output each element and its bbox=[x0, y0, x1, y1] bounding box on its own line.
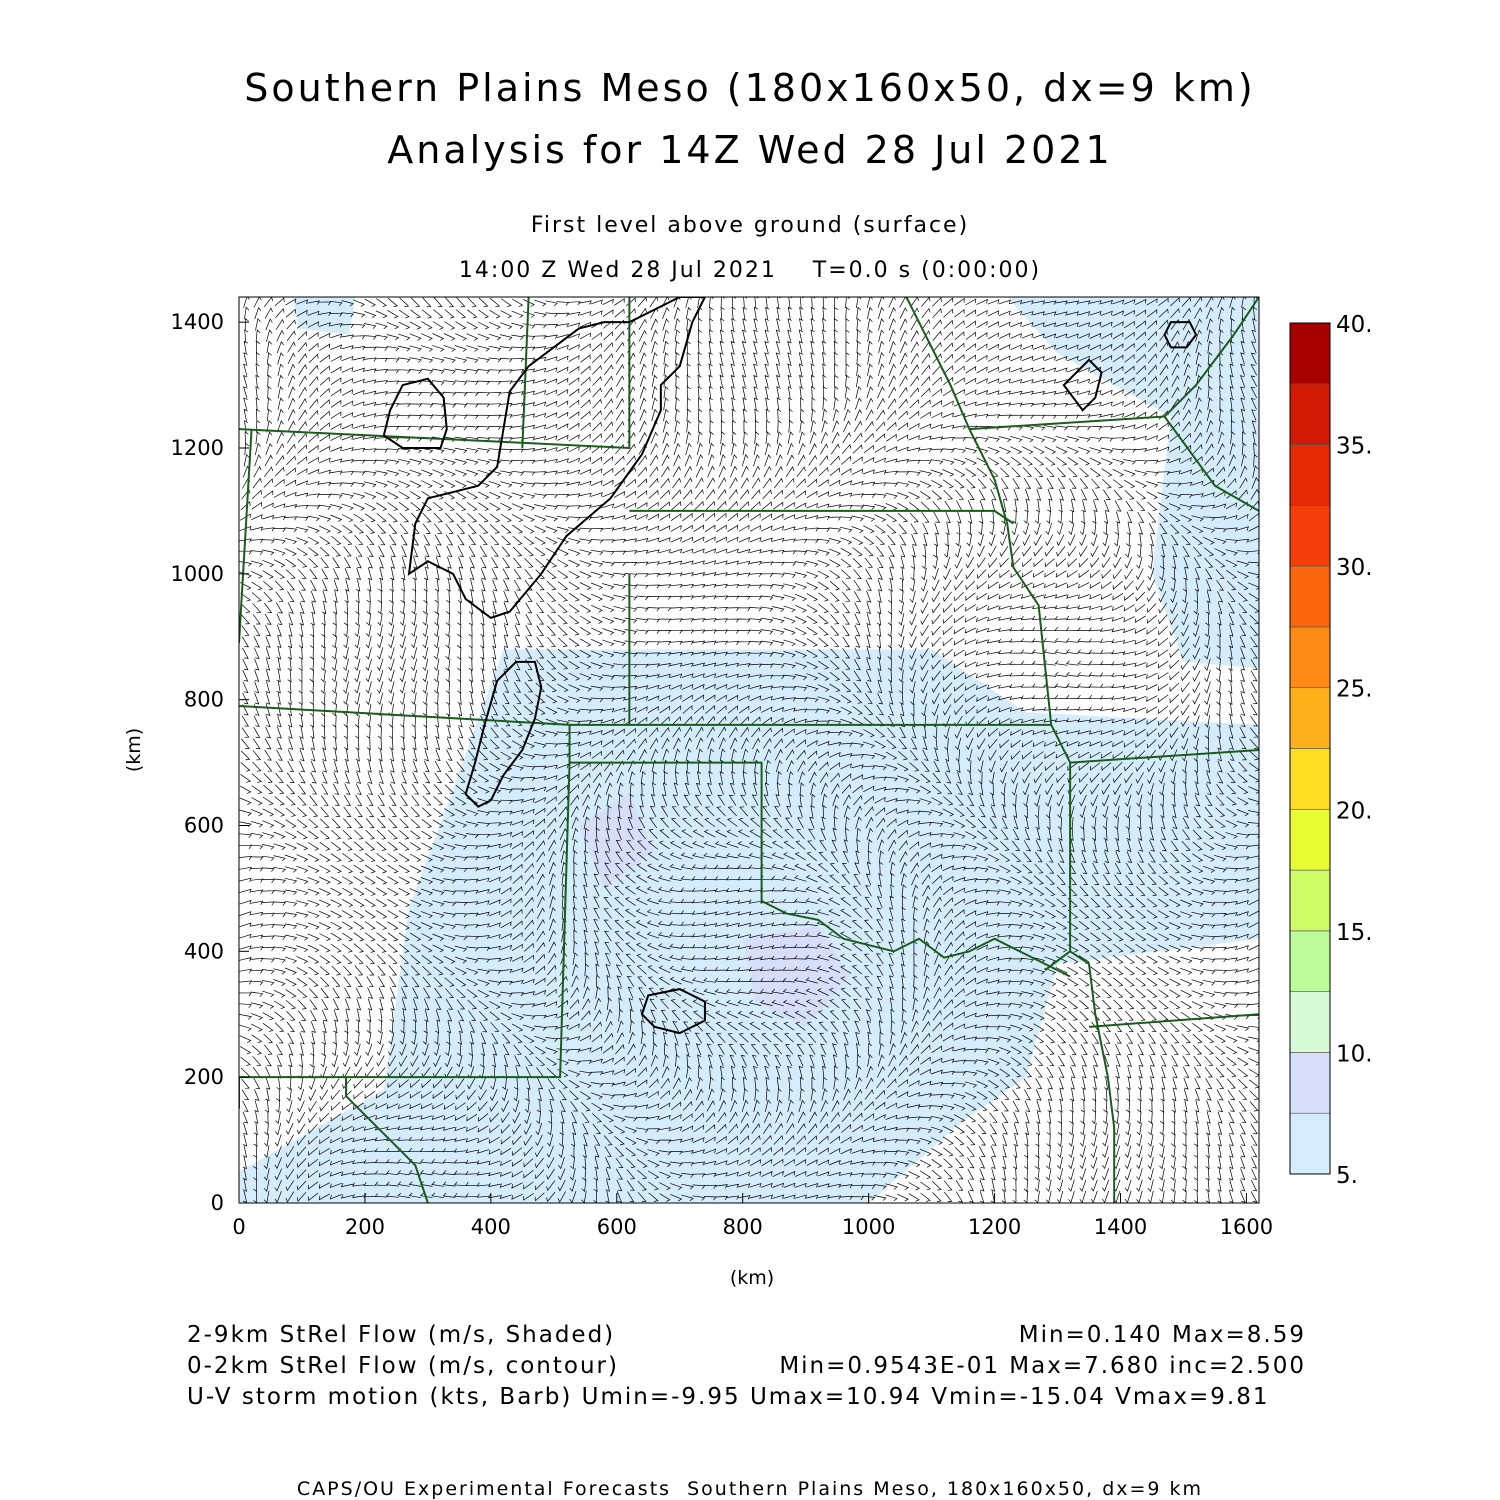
colorbar-tick-label: 35. bbox=[1336, 433, 1373, 460]
colorbar-swatch bbox=[1290, 566, 1330, 627]
colorbar-tick-label: 25. bbox=[1336, 676, 1373, 703]
colorbar-tick-label: 15. bbox=[1336, 919, 1373, 946]
chart-title-line-2: Analysis for 14Z Wed 28 Jul 2021 bbox=[387, 128, 1113, 172]
colorbar-swatch bbox=[1290, 445, 1330, 506]
colorbar-swatch bbox=[1290, 384, 1330, 445]
legend-barb-line: U-V storm motion (kts, Barb) Umin=-9.95 Umax=10.94 Vmin=-15.04 Vmax=9.81 bbox=[187, 1384, 1270, 1410]
colorbar-tick-label: 5. bbox=[1336, 1163, 1358, 1189]
colorbar-tick-label: 40. bbox=[1336, 312, 1373, 338]
y-tick-label: 800 bbox=[183, 687, 224, 712]
legend-contour-stats: Min=0.9543E-01 Max=7.680 inc=2.500 bbox=[779, 1353, 1306, 1379]
x-axis-label: (km) bbox=[729, 1267, 775, 1289]
y-tick-label: 1400 bbox=[170, 310, 224, 335]
colorbar-swatch bbox=[1290, 749, 1330, 810]
y-tick-label: 0 bbox=[210, 1191, 224, 1215]
contour-0 bbox=[409, 297, 705, 618]
y-tick-label: 1200 bbox=[170, 436, 224, 460]
x-tick-label: 1000 bbox=[841, 1215, 896, 1239]
y-tick-label: 200 bbox=[183, 1065, 224, 1090]
chart-title-line-1: Southern Plains Meso (180x160x50, dx=9 km) bbox=[244, 66, 1256, 110]
chart-subtitle-level: First level above ground (surface) bbox=[530, 213, 970, 238]
y-axis-label: (km) bbox=[123, 727, 145, 773]
x-tick-label: 1400 bbox=[1093, 1215, 1148, 1239]
legend-shaded-label: 2-9km StRel Flow (m/s, Shaded) bbox=[187, 1322, 616, 1348]
x-tick-label: 600 bbox=[596, 1215, 637, 1239]
x-tick-label: 1600 bbox=[1219, 1215, 1274, 1239]
state-boundary-11 bbox=[1089, 1014, 1259, 1027]
colorbar-swatch bbox=[1290, 323, 1330, 384]
colorbar-swatch bbox=[1290, 627, 1330, 688]
colorbar-tick-label: 10. bbox=[1336, 1041, 1373, 1068]
colorbar-swatch bbox=[1290, 1052, 1330, 1113]
y-tick-label: 1000 bbox=[170, 561, 224, 586]
colorbar-swatch bbox=[1290, 1113, 1330, 1174]
shaded-region-2 bbox=[293, 297, 356, 335]
state-boundary-10 bbox=[1070, 951, 1114, 1203]
chart-subtitle-time: 14:00 Z Wed 28 Jul 2021 T=0.0 s (0:00:00) bbox=[458, 258, 1042, 283]
legend-shaded-stats: Min=0.140 Max=8.59 bbox=[1018, 1322, 1306, 1348]
contour-5 bbox=[1064, 360, 1102, 410]
x-tick-label: 800 bbox=[722, 1215, 763, 1239]
x-tick-label: 400 bbox=[470, 1215, 511, 1239]
colorbar-swatch bbox=[1290, 870, 1330, 931]
colorbar-tick-label: 20. bbox=[1336, 798, 1373, 825]
colorbar-swatch bbox=[1290, 688, 1330, 749]
x-tick-label: 1200 bbox=[967, 1215, 1022, 1239]
colorbar-swatch bbox=[1290, 809, 1330, 870]
legend-contour-label: 0-2km StRel Flow (m/s, contour) bbox=[187, 1353, 619, 1379]
footer-credit: CAPS/OU Experimental Forecasts Southern Plains Meso, 180x160x50, dx=9 km bbox=[296, 1478, 1204, 1500]
colorbar-swatch bbox=[1290, 505, 1330, 566]
colorbar-swatch bbox=[1290, 931, 1330, 992]
y-tick-label: 400 bbox=[183, 939, 224, 964]
colorbar bbox=[1290, 312, 1373, 1189]
y-tick-label: 600 bbox=[183, 813, 224, 838]
colorbar-tick-label: 30. bbox=[1336, 555, 1373, 582]
colorbar-swatch bbox=[1290, 992, 1330, 1053]
x-tick-label: 0 bbox=[232, 1215, 246, 1239]
state-boundary-8 bbox=[239, 1077, 346, 1108]
x-tick-label: 200 bbox=[344, 1215, 385, 1239]
